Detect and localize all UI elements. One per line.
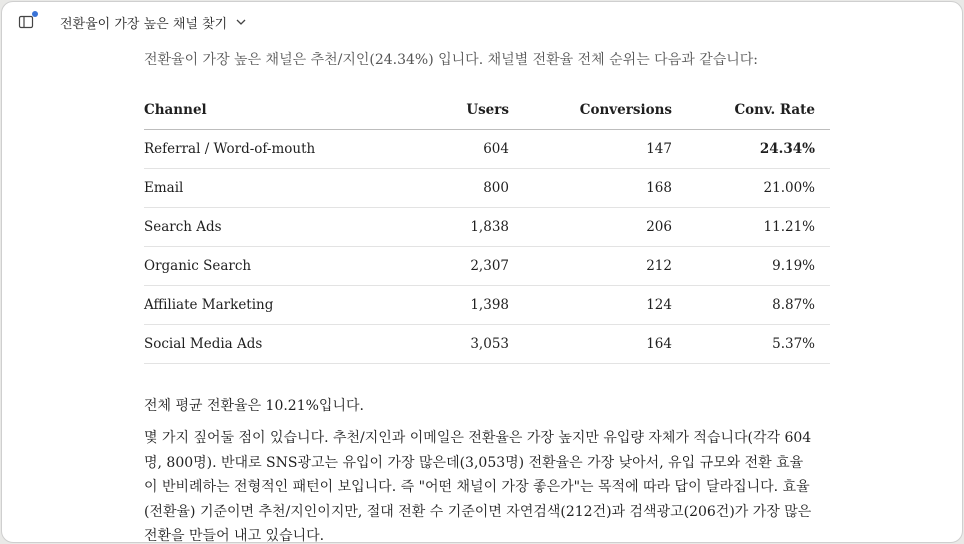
cell-channel: Search Ads — [144, 208, 394, 247]
assistant-message — [144, 48, 832, 543]
cell-rate: 5.37% — [672, 325, 830, 364]
top-bar — [2, 2, 962, 42]
cell-channel: Affiliate Marketing — [144, 286, 394, 325]
conversation-title: 전환율이 가장 높은 채널 찾기 — [60, 16, 228, 32]
notification-dot — [32, 11, 38, 17]
cell-rate: 21.00% — [672, 169, 830, 208]
intro-text: 전환율이 가장 높은 채널은 추천/지인(24.34%) 입니다. 채널별 전환율 전체 순위는 다음과 같습니다: — [144, 52, 759, 68]
cell-conversions: 212 — [509, 247, 672, 286]
cell-rate: 24.34% — [672, 130, 830, 169]
sidebar-toggle-button[interactable] — [18, 14, 34, 30]
header-conversions: Conversions — [509, 91, 672, 130]
table-row — [144, 169, 830, 208]
header-rate: Conv. Rate — [672, 91, 830, 130]
table-header-row — [144, 91, 830, 130]
cell-users: 3,053 — [394, 325, 509, 364]
cell-users: 2,307 — [394, 247, 509, 286]
cell-users: 604 — [394, 130, 509, 169]
cell-users: 1,398 — [394, 286, 509, 325]
sidebar-toggle-icon — [18, 14, 34, 30]
cell-users: 800 — [394, 169, 509, 208]
table-row — [144, 325, 830, 364]
notes-text: 몇 가지 짚어둘 점이 있습니다. 추천/지인과 이메일은 전환율은 가장 높지만 유입량 자체가 적습니다(각각 604명, 800명). 반대로 SNS광고는 유입이 가장 많은데(3,053명) 전환율은 가장 낮아서, 유입 규모와 전환 효율이 반비례하는 전형적인 패턴이 보입니다. 즉 "어떤 채널이 가장 좋은가"는 목적에 따라 답이 달라집니다. 효율(전환율) 기준이면 추천/지인이지만, 절대 전환 수 기준이면 자연검색(212건)과 검색광고(206건)가 가장 많은 전환을 만들어 내고 있습니다. — [144, 430, 812, 543]
cell-channel: Organic Search — [144, 247, 394, 286]
header-channel: Channel — [144, 91, 394, 130]
chevron-down-icon — [235, 16, 247, 28]
cell-conversions: 124 — [509, 286, 672, 325]
chat-window — [1, 1, 963, 543]
cell-conversions: 168 — [509, 169, 672, 208]
cell-conversions: 164 — [509, 325, 672, 364]
cell-users: 1,838 — [394, 208, 509, 247]
table-row — [144, 208, 830, 247]
conversation-title-button[interactable] — [60, 12, 247, 32]
cell-conversions: 147 — [509, 130, 672, 169]
cell-channel: Social Media Ads — [144, 325, 394, 364]
table-row — [144, 130, 830, 169]
cell-rate: 9.19% — [672, 247, 830, 286]
table-row — [144, 286, 830, 325]
conversion-table — [144, 91, 830, 364]
cell-conversions: 206 — [509, 208, 672, 247]
cell-rate: 8.87% — [672, 286, 830, 325]
cell-rate: 11.21% — [672, 208, 830, 247]
average-text: 전체 평균 전환율은 10.21%입니다. — [144, 398, 364, 414]
table-row — [144, 247, 830, 286]
cell-channel: Email — [144, 169, 394, 208]
header-users: Users — [394, 91, 509, 130]
cell-channel: Referral / Word-of-mouth — [144, 130, 394, 169]
